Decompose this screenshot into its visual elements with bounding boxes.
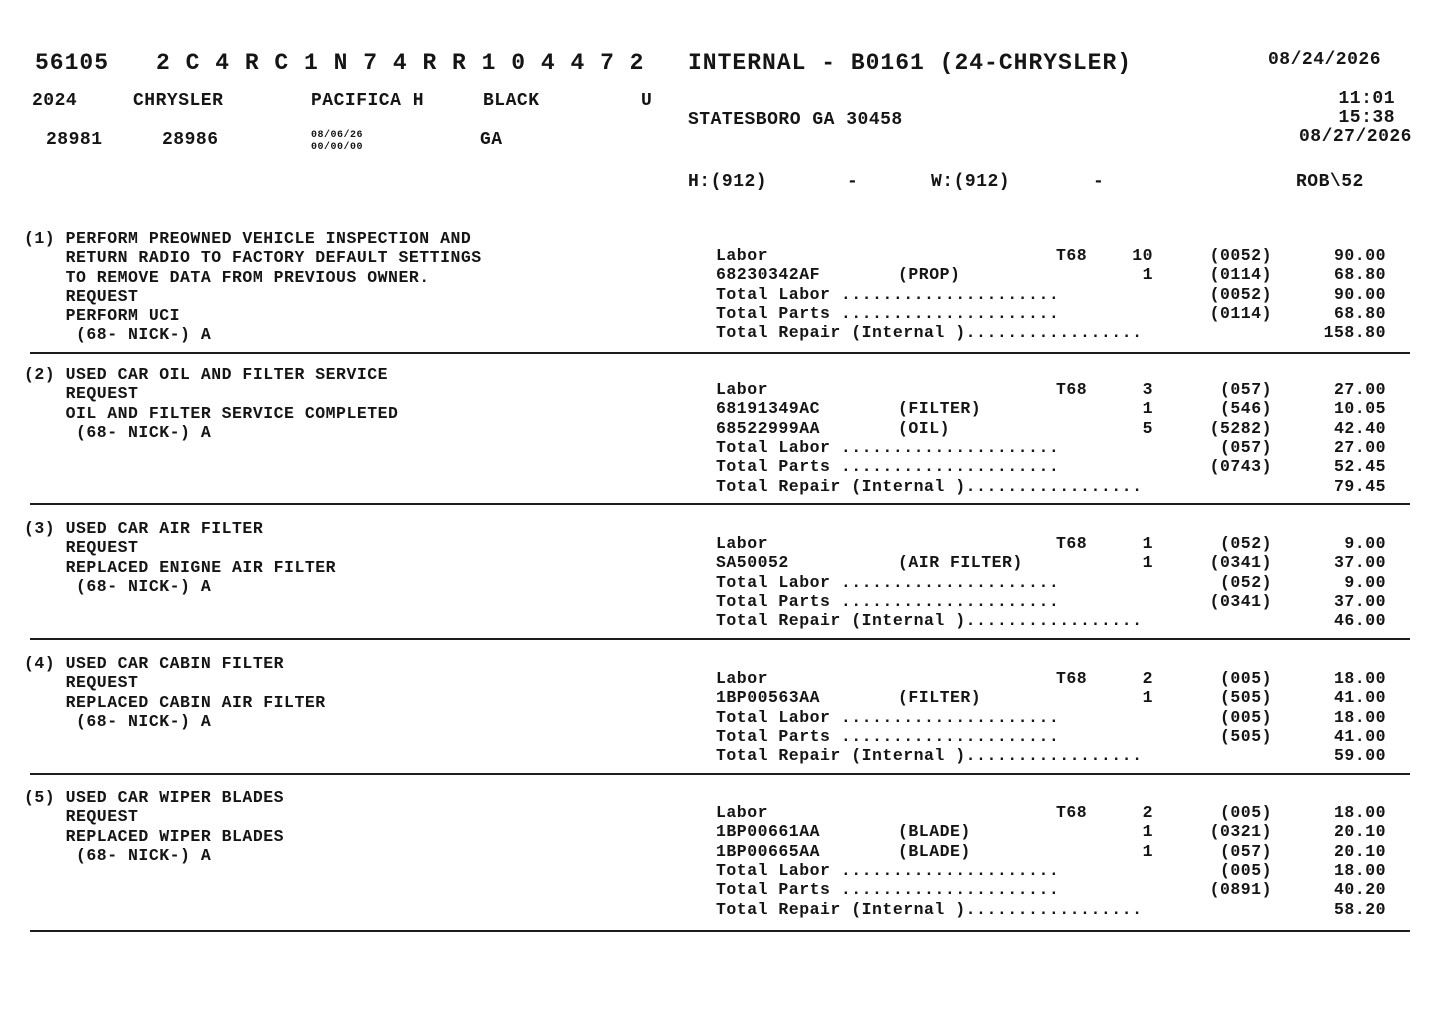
small-date-2: 00/00/00 xyxy=(311,142,364,153)
date-closed: 08/27/2026 xyxy=(1298,127,1412,147)
tech-code: T68 xyxy=(1056,534,1088,553)
total-amount: 59.00 xyxy=(1333,746,1386,766)
cost-code: (0341) xyxy=(1209,553,1272,573)
stock-number: 56105 xyxy=(35,50,110,76)
part-description: (FILTER) xyxy=(898,399,982,419)
job-description-line: REPLACED CABIN AIR FILTER xyxy=(24,692,326,712)
quantity: 2 xyxy=(1142,803,1153,822)
total-row xyxy=(0,477,1440,496)
job-description-line: (68- NICK-) A xyxy=(24,325,212,345)
part-number: 68230342AF xyxy=(716,265,821,285)
job-description-line: REQUEST xyxy=(24,384,139,404)
total-row xyxy=(0,708,1440,727)
part-description: (PROP) xyxy=(898,265,961,285)
line-item-row xyxy=(0,265,1440,284)
quantity: 1 xyxy=(1142,553,1153,573)
total-cost-code: (0114) xyxy=(1209,303,1272,323)
section-divider xyxy=(30,930,1410,932)
total-cost-code: (0891) xyxy=(1209,880,1272,900)
part-description: (BLADE) xyxy=(898,841,971,861)
job-description-line: REQUEST xyxy=(24,807,139,827)
cost-code: (505) xyxy=(1219,688,1272,708)
total-label: Total Labor ..................... xyxy=(716,284,1060,304)
section-divider xyxy=(30,773,1410,775)
quantity: 1 xyxy=(1142,399,1153,419)
part-number: 1BP00665AA xyxy=(716,841,821,861)
total-cost-code: (052) xyxy=(1219,572,1272,592)
part-number: Labor xyxy=(716,246,769,265)
work-phone-dash: - xyxy=(1093,172,1105,192)
total-label: Total Parts ..................... xyxy=(716,303,1060,323)
cost-code: (5282) xyxy=(1209,418,1272,438)
quantity: 1 xyxy=(1142,841,1153,861)
tech-code: T68 xyxy=(1056,246,1088,265)
part-number: Labor xyxy=(716,534,769,553)
quantity: 3 xyxy=(1142,380,1153,399)
total-label: Total Parts ..................... xyxy=(716,726,1060,746)
cost-code: (0052) xyxy=(1209,246,1272,265)
total-cost-code: (0052) xyxy=(1209,284,1272,304)
job-description-line: (68- NICK-) A xyxy=(24,576,212,596)
total-label: Total Parts ..................... xyxy=(716,457,1060,477)
total-label: Total Repair (Internal )................. xyxy=(716,476,1143,496)
total-cost-code: (505) xyxy=(1219,726,1272,746)
total-amount: 27.00 xyxy=(1333,437,1386,457)
job-description-line: REPLACED ENIGNE AIR FILTER xyxy=(24,557,337,577)
job-description-line: (4) USED CAR CABIN FILTER xyxy=(24,654,285,673)
total-amount: 9.00 xyxy=(1344,572,1386,592)
total-label: Total Labor ..................... xyxy=(716,437,1060,457)
job-description-line: TO REMOVE DATA FROM PREVIOUS OWNER. xyxy=(24,267,430,287)
section-divider xyxy=(30,503,1410,505)
total-row xyxy=(0,746,1440,765)
vin: 2 C 4 R C 1 N 7 4 R R 1 0 4 4 7 2 xyxy=(156,50,645,76)
vehicle-color: BLACK xyxy=(483,91,540,111)
total-label: Total Repair (Internal )................. xyxy=(716,611,1143,631)
part-description: (AIR FILTER) xyxy=(898,553,1023,573)
vehicle-flag: U xyxy=(641,91,653,111)
total-amount: 40.20 xyxy=(1333,880,1386,900)
line-amount: 18.00 xyxy=(1333,669,1386,688)
line-item-row xyxy=(0,380,1440,399)
line-item-row xyxy=(0,669,1440,688)
quantity: 1 xyxy=(1142,534,1153,553)
total-label: Total Labor ..................... xyxy=(716,860,1060,880)
job-description-line: REQUEST xyxy=(24,673,139,693)
cost-code: (005) xyxy=(1219,669,1272,688)
work-phone: W:(912) xyxy=(931,172,1011,192)
total-label: Total Parts ..................... xyxy=(716,880,1060,900)
total-cost-code: (005) xyxy=(1219,707,1272,727)
total-label: Total Repair (Internal )................. xyxy=(716,323,1143,343)
time-2: 15:38 xyxy=(1338,108,1395,128)
quantity: 2 xyxy=(1142,669,1153,688)
quantity: 5 xyxy=(1142,418,1153,438)
customer-city: STATESBORO GA 30458 xyxy=(688,110,903,130)
part-description: (OIL) xyxy=(898,418,951,438)
line-item-row xyxy=(0,419,1440,438)
part-number: 1BP00563AA xyxy=(716,688,821,708)
cost-code: (057) xyxy=(1219,380,1272,399)
total-amount: 41.00 xyxy=(1333,726,1386,746)
total-row xyxy=(0,592,1440,611)
total-row xyxy=(0,880,1440,899)
line-item-row xyxy=(0,553,1440,572)
line-amount: 20.10 xyxy=(1333,822,1386,842)
tech-code: T68 xyxy=(1056,380,1088,399)
line-amount: 27.00 xyxy=(1333,380,1386,399)
total-cost-code: (005) xyxy=(1219,860,1272,880)
small-date-1: 08/06/26 xyxy=(311,130,364,141)
section-divider xyxy=(30,352,1410,354)
total-row xyxy=(0,303,1440,326)
total-amount: 18.00 xyxy=(1333,860,1386,880)
part-number: SA50052 xyxy=(716,553,789,573)
total-label: Total Labor ..................... xyxy=(716,572,1060,592)
total-row xyxy=(0,285,1440,304)
line-item-row xyxy=(0,822,1440,841)
line-item-row xyxy=(0,534,1440,553)
total-label: Total Repair (Internal )................. xyxy=(716,746,1143,766)
total-amount: 90.00 xyxy=(1333,284,1386,304)
home-phone: H:(912) xyxy=(688,172,768,192)
job-description-line: (2) USED CAR OIL AND FILTER SERVICE xyxy=(24,365,389,384)
date-opened: 08/24/2026 xyxy=(1268,50,1382,70)
cost-code: (052) xyxy=(1219,534,1272,553)
part-number: 1BP00661AA xyxy=(716,822,821,842)
time-1: 11:01 xyxy=(1338,89,1395,109)
line-item-row xyxy=(0,842,1440,861)
part-number: Labor xyxy=(716,669,769,688)
part-number: 68191349AC xyxy=(716,399,821,419)
job-description-line: (68- NICK-) A xyxy=(24,422,212,442)
line-amount: 37.00 xyxy=(1333,553,1386,573)
line-amount: 42.40 xyxy=(1333,418,1386,438)
job-description-line: REPLACED WIPER BLADES xyxy=(24,826,285,846)
service-writer: ROB\52 xyxy=(1296,172,1364,192)
line-amount: 68.80 xyxy=(1333,265,1386,285)
section-divider xyxy=(30,638,1410,640)
cost-code: (005) xyxy=(1219,803,1272,822)
total-label: Total Labor ..................... xyxy=(716,707,1060,727)
job-description-line: (1) PERFORM PREOWNED VEHICLE INSPECTION AND xyxy=(24,229,472,248)
total-amount: 46.00 xyxy=(1333,611,1386,631)
job-description-line: (68- NICK-) A xyxy=(24,845,212,865)
internal-account: INTERNAL - B0161 (24-CHRYSLER) xyxy=(688,50,1133,76)
job-description-line: REQUEST xyxy=(24,286,139,306)
total-row xyxy=(0,861,1440,880)
total-row xyxy=(0,727,1440,746)
total-cost-code: (0341) xyxy=(1209,591,1272,611)
total-row xyxy=(0,611,1440,630)
total-amount: 58.20 xyxy=(1333,899,1386,919)
total-cost-code: (0743) xyxy=(1209,457,1272,477)
line-item-row xyxy=(0,688,1440,707)
cost-code: (546) xyxy=(1219,399,1272,419)
part-number: Labor xyxy=(716,380,769,399)
cost-code: (0321) xyxy=(1209,822,1272,842)
quantity: 10 xyxy=(1132,246,1153,265)
line-amount: 90.00 xyxy=(1333,246,1386,265)
vehicle-make: CHRYSLER xyxy=(133,91,224,111)
job-description-line: (3) USED CAR AIR FILTER xyxy=(24,519,264,538)
vehicle-year: 2024 xyxy=(32,91,78,111)
line-amount: 20.10 xyxy=(1333,841,1386,861)
line-amount: 9.00 xyxy=(1344,534,1386,553)
quantity: 1 xyxy=(1142,265,1153,285)
cost-code: (057) xyxy=(1219,841,1272,861)
part-number: 68522999AA xyxy=(716,418,821,438)
line-amount: 41.00 xyxy=(1333,688,1386,708)
total-row xyxy=(0,457,1440,476)
part-description: (FILTER) xyxy=(898,688,982,708)
job-description-line: PERFORM UCI xyxy=(24,306,181,326)
line-item-row xyxy=(0,246,1440,268)
job-description-line: (68- NICK-) A xyxy=(24,711,212,731)
total-cost-code: (057) xyxy=(1219,437,1272,457)
ref-number-2: 28986 xyxy=(162,130,219,150)
total-label: Total Parts ..................... xyxy=(716,591,1060,611)
tech-code: T68 xyxy=(1056,669,1088,688)
total-label: Total Repair (Internal )................. xyxy=(716,899,1143,919)
total-amount: 52.45 xyxy=(1333,457,1386,477)
job-description-line: OIL AND FILTER SERVICE COMPLETED xyxy=(24,403,399,423)
quantity: 1 xyxy=(1142,822,1153,842)
total-row xyxy=(0,438,1440,457)
line-amount: 10.05 xyxy=(1333,399,1386,419)
job-description-line: RETURN RADIO TO FACTORY DEFAULT SETTINGS xyxy=(24,248,482,268)
total-row xyxy=(0,323,1440,345)
job-description-line: REQUEST xyxy=(24,538,139,558)
home-phone-dash: - xyxy=(847,172,859,192)
part-number: Labor xyxy=(716,803,769,822)
quantity: 1 xyxy=(1142,688,1153,708)
total-row xyxy=(0,573,1440,592)
line-item-row xyxy=(0,803,1440,822)
part-description: (BLADE) xyxy=(898,822,971,842)
total-amount: 18.00 xyxy=(1333,707,1386,727)
total-amount: 68.80 xyxy=(1333,303,1386,323)
total-amount: 158.80 xyxy=(1323,323,1386,343)
total-amount: 37.00 xyxy=(1333,591,1386,611)
cost-code: (0114) xyxy=(1209,265,1272,285)
total-row xyxy=(0,900,1440,919)
ref-number-1: 28981 xyxy=(46,130,103,150)
tech-code: T68 xyxy=(1056,803,1088,822)
line-amount: 18.00 xyxy=(1333,803,1386,822)
line-item-row xyxy=(0,399,1440,418)
total-amount: 79.45 xyxy=(1333,476,1386,496)
state: GA xyxy=(480,130,503,150)
vehicle-model: PACIFICA H xyxy=(311,91,425,111)
job-description-line: (5) USED CAR WIPER BLADES xyxy=(24,788,285,807)
